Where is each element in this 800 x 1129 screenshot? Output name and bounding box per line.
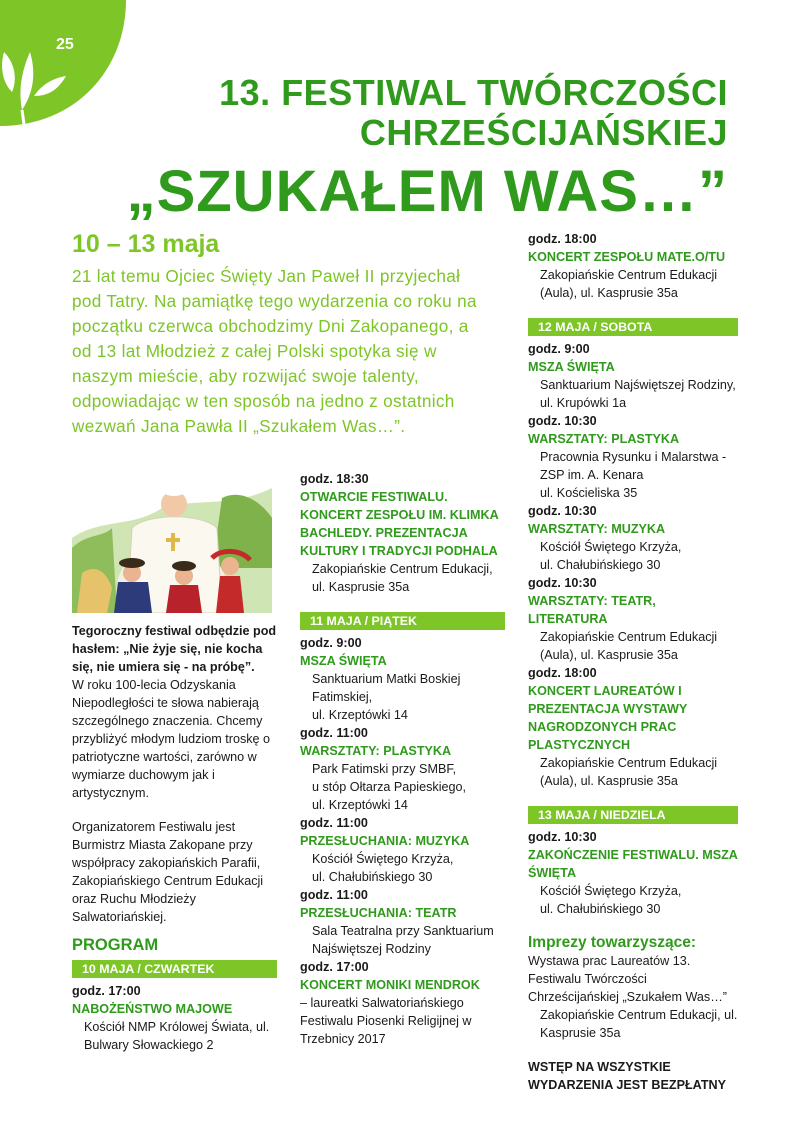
event-time: godz. 17:00 bbox=[72, 984, 141, 998]
event-time: godz. 9:00 bbox=[300, 636, 362, 650]
event-time: godz. 18:00 bbox=[528, 666, 597, 680]
event-name: OTWARCIE FESTIWALU. KONCERT ZESPOŁU IM. KLIMKA BACHLEDY. PREZENTACJA KULTURY I TRADYCJI PODHALA bbox=[300, 490, 499, 558]
event-name: KONCERT MONIKI MENDROK bbox=[300, 978, 480, 992]
title-line-1: 13. FESTIWAL TWÓRCZOŚCI bbox=[219, 72, 728, 113]
event-name: KONCERT LAUREATÓW I PREZENTACJA WYSTAWY NAGRODZONYCH PRAC PLASTYCZNYCH bbox=[528, 684, 688, 752]
festival-dates: 10 – 13 maja bbox=[72, 230, 220, 258]
event-time: godz. 11:00 bbox=[300, 726, 368, 740]
event-name: MSZA ŚWIĘTA bbox=[528, 360, 615, 374]
festival-motto: Tegoroczny festiwal odbędzie pod hasłem: „Nie żyje się, nie kocha się, nie umiera się - na próbę”. bbox=[72, 624, 277, 674]
column-right bbox=[528, 230, 738, 1094]
free-entry-notice: WSTĘP NA WSZYSTKIE WYDARZENIA JEST BEZPŁATNY bbox=[528, 1060, 727, 1092]
event-location: Sanktuarium Najświętszej Rodziny, ul. Krupówki 1a bbox=[540, 378, 736, 410]
event-name: KONCERT ZESPOŁU MATE.O/TU bbox=[528, 250, 726, 264]
event-time: godz. 11:00 bbox=[300, 888, 368, 902]
page-number: 25 bbox=[56, 36, 74, 53]
event-location: Zakopiańskie Centrum Edukacji (Aula), ul. Kasprusie 35a bbox=[540, 630, 718, 662]
event-location: Kościół Świętego Krzyża, ul. Chałubińskiego 30 bbox=[540, 540, 682, 572]
event-location: Sanktuarium Matki Boskiej Fatimskiej, ul. Krzeptówki 14 bbox=[312, 672, 461, 722]
event-name: WARSZTATY: PLASTYKA bbox=[528, 432, 680, 446]
column-middle bbox=[300, 470, 505, 1048]
event-time: godz. 10:30 bbox=[528, 576, 597, 590]
event-time: godz. 18:30 bbox=[300, 472, 369, 486]
event-name: NABOŻEŃSTWO MAJOWE bbox=[72, 1002, 233, 1016]
title-line-2: CHRZEŚCIJAŃSKIEJ bbox=[359, 112, 728, 153]
event-name: WARSZTATY: PLASTYKA bbox=[300, 744, 452, 758]
event-time: godz. 10:30 bbox=[528, 414, 597, 428]
event-location: Sala Teatralna przy Sanktuarium Najświętszej Rodziny bbox=[312, 924, 494, 956]
event-name: PRZESŁUCHANIA: TEATR bbox=[300, 906, 457, 920]
event-location: Zakopiańskie Centrum Edukacji (Aula), ul. Kasprusie 35a bbox=[540, 756, 718, 788]
event-name: WARSZTATY: TEATR, LITERATURA bbox=[528, 594, 656, 626]
day-bar-13-may: 13 MAJA / NIEDZIELA bbox=[528, 806, 738, 824]
organizers-paragraph: Organizatorem Festiwalu jest Burmistrz Miasta Zakopane przy współpracy zakopiańskich Parafii, Zakopiańskiego Centrum Edukacji oraz Ruchu Młodzieży Salwatoriańskiej. bbox=[72, 820, 264, 924]
day-bar-10-may: 10 MAJA / CZWARTEK bbox=[72, 960, 277, 978]
motto-explanation: W roku 100-lecia Odzyskania Niepodległości te słowa nabierają szczególnego znaczenia. Chcemy przybliżyć młodym ludziom troskę o patriotyczne wartości, zarówno w wymiarze duchowym jak i artystycznym. bbox=[72, 678, 271, 800]
event-location: Kościół Świętego Krzyża, ul. Chałubińskiego 30 bbox=[312, 852, 454, 884]
side-events-heading: Imprezy towarzyszące: bbox=[528, 934, 696, 951]
event-name: ZAKOŃCZENIE FESTIWALU. MSZA ŚWIĘTA bbox=[528, 848, 738, 880]
day-bar-11-may: 11 MAJA / PIĄTEK bbox=[300, 612, 505, 630]
event-time: godz. 17:00 bbox=[300, 960, 369, 974]
pope-illustration bbox=[72, 478, 272, 613]
column-left bbox=[72, 622, 277, 1054]
corner-decoration bbox=[0, 0, 130, 130]
event-location: Kościół NMP Królowej Świata, ul. Bulwary Słowackiego 2 bbox=[84, 1020, 270, 1052]
program-heading: PROGRAM bbox=[72, 936, 159, 954]
side-events-text: Wystawa prac Laureatów 13. Festiwalu Twórczości Chrześcijańskiej „Szukałem Was…” bbox=[528, 954, 727, 1004]
event-time: godz. 10:30 bbox=[528, 830, 597, 844]
event-time: godz. 18:00 bbox=[528, 232, 597, 246]
event-name: PRZESŁUCHANIA: MUZYKA bbox=[300, 834, 470, 848]
event-location: Park Fatimski przy SMBF, u stóp Ołtarza Papieskiego, ul. Krzeptówki 14 bbox=[312, 762, 467, 812]
title-line-3: „SZUKAŁEM WAS…” bbox=[126, 159, 728, 224]
event-location: Zakopiańskie Centrum Edukacji (Aula), ul. Kasprusie 35a bbox=[540, 268, 718, 300]
intro-paragraph: 21 lat temu Ojciec Święty Jan Paweł II przyjechał pod Tatry. Na pamiątkę tego wydarzenia co roku na początku czerwca obchodzimy Dni Zakopanego, a od 13 lat Młodzież z całej Polski spotyka się w naszym mieście, aby rozwijać swoje talenty, odpowiadając w ten sposób na jedno z ostatnich wezwań Jana Pawła II „Szukałem Was…”. bbox=[72, 266, 477, 436]
side-events-location: Zakopiańskie Centrum Edukacji, ul. Kasprusie 35a bbox=[540, 1008, 738, 1040]
event-location: Zakopiańskie Centrum Edukacji, ul. Kasprusie 35a bbox=[312, 562, 493, 594]
event-name: WARSZTATY: MUZYKA bbox=[528, 522, 666, 536]
event-time: godz. 10:30 bbox=[528, 504, 597, 518]
event-time: godz. 11:00 bbox=[300, 816, 368, 830]
event-location: Pracownia Rysunku i Malarstwa - ZSP im. A. Kenara ul. Kościeliska 35 bbox=[540, 450, 727, 500]
event-location: Kościół Świętego Krzyża, ul. Chałubińskiego 30 bbox=[540, 884, 682, 916]
day-bar-12-may: 12 MAJA / SOBOTA bbox=[528, 318, 738, 336]
event-time: godz. 9:00 bbox=[528, 342, 590, 356]
event-name: MSZA ŚWIĘTA bbox=[300, 654, 387, 668]
event-description: – laureatki Salwatoriańskiego Festiwalu Piosenki Religijnej w Trzebnicy 2017 bbox=[300, 996, 472, 1046]
